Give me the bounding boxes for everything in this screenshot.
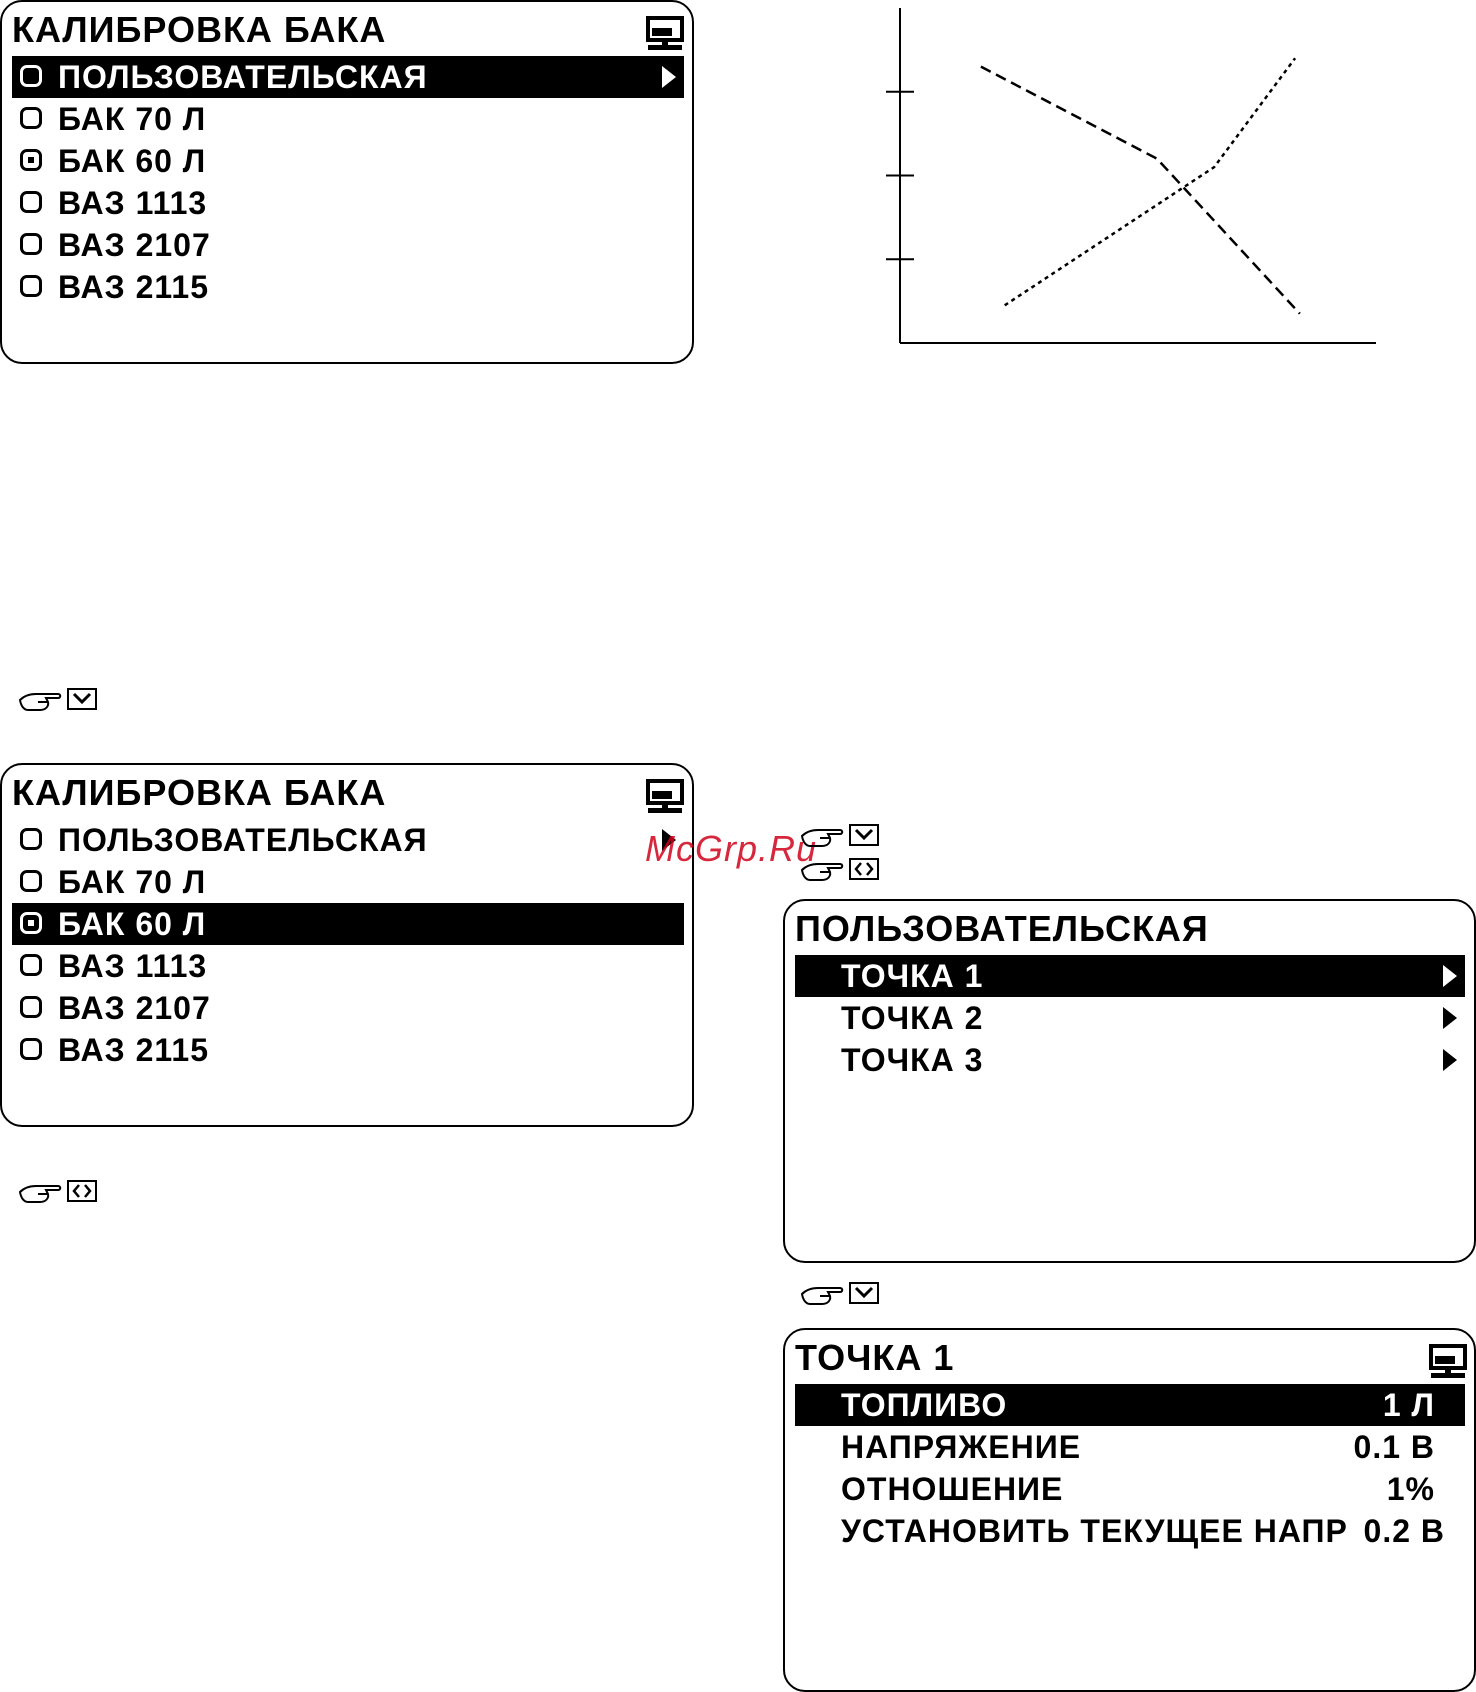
display-icon xyxy=(646,779,684,815)
pointing-hand-icon xyxy=(20,694,60,710)
param-voltage[interactable]: НАПРЯЖЕНИЕ 0.1 В xyxy=(795,1426,1465,1468)
screen-tank-calibration-1 xyxy=(0,0,694,364)
screen-point-1 xyxy=(783,1328,1476,1692)
submenu-arrow-icon xyxy=(1443,1007,1457,1029)
radio-icon[interactable] xyxy=(20,954,42,976)
calibration-chart xyxy=(860,0,1380,360)
menu-item-tank-60[interactable]: БАК 60 Л xyxy=(12,903,684,945)
watermark: McGrp.Ru xyxy=(645,828,818,869)
series-line-dotted xyxy=(1005,58,1295,305)
radio-icon[interactable] xyxy=(20,996,42,1018)
param-value: 1% xyxy=(1386,1471,1435,1507)
menu-item-vaz-2115[interactable]: ВАЗ 2115 xyxy=(12,1029,684,1071)
radio-icon[interactable] xyxy=(20,828,42,850)
radio-icon[interactable] xyxy=(20,870,42,892)
down-button-icon xyxy=(850,825,878,845)
menu-item-vaz-2107[interactable]: ВАЗ 2107 xyxy=(12,224,684,266)
menu-item-point-3[interactable]: ТОЧКА 3 xyxy=(795,1039,1465,1081)
radio-icon[interactable] xyxy=(20,233,42,255)
radio-icon[interactable] xyxy=(20,65,42,87)
menu-item-point-1[interactable]: ТОЧКА 1 xyxy=(795,955,1465,997)
radio-icon[interactable] xyxy=(20,191,42,213)
radio-icon[interactable] xyxy=(20,1038,42,1060)
display-icon xyxy=(1429,1344,1467,1380)
param-fuel[interactable]: ТОПЛИВО 1 Л xyxy=(795,1384,1465,1426)
menu-item-custom[interactable]: ПОЛЬЗОВАТЕЛЬСКАЯ xyxy=(12,819,684,861)
screen-custom-points xyxy=(783,899,1476,1263)
press-down-hint xyxy=(800,822,880,848)
screen-tank-calibration-2 xyxy=(0,763,694,1127)
menu-item-tank-70[interactable]: БАК 70 Л xyxy=(12,98,684,140)
submenu-arrow-icon xyxy=(1443,1049,1457,1071)
menu-item-tank-60[interactable]: БАК 60 Л xyxy=(12,140,684,182)
param-value: 0.2 В xyxy=(1363,1513,1445,1549)
screen-title: ПОЛЬЗОВАТЕЛЬСКАЯ xyxy=(795,908,1209,949)
param-value: 0.1 В xyxy=(1353,1429,1435,1465)
press-leftright-hint xyxy=(800,856,880,882)
menu-item-point-2[interactable]: ТОЧКА 2 xyxy=(795,997,1465,1039)
series-line-dashed xyxy=(981,67,1300,314)
submenu-arrow-icon xyxy=(662,66,676,88)
pointing-hand-icon xyxy=(802,864,842,880)
screen-title: ТОЧКА 1 xyxy=(795,1337,955,1378)
pointing-hand-icon xyxy=(802,1288,842,1304)
menu-item-vaz-2107[interactable]: ВАЗ 2107 xyxy=(12,987,684,1029)
down-button-icon xyxy=(850,1283,878,1303)
screen-title: КАЛИБРОВКА БАКА xyxy=(12,772,387,813)
radio-checked-icon[interactable] xyxy=(20,912,42,934)
radio-icon[interactable] xyxy=(20,275,42,297)
param-ratio[interactable]: ОТНОШЕНИЕ 1% xyxy=(795,1468,1465,1510)
menu-item-custom[interactable]: ПОЛЬЗОВАТЕЛЬСКАЯ xyxy=(12,56,684,98)
param-set-current-voltage[interactable]: УСТАНОВИТЬ ТЕКУЩЕЕ НАПР 0.2 В xyxy=(795,1510,1465,1552)
press-down-hint xyxy=(18,686,98,712)
down-button-icon xyxy=(68,689,96,709)
pointing-hand-icon xyxy=(20,1186,60,1202)
radio-icon[interactable] xyxy=(20,107,42,129)
param-value: 1 Л xyxy=(1382,1387,1435,1423)
menu-item-vaz-1113[interactable]: ВАЗ 1113 xyxy=(12,945,684,987)
screen-title: КАЛИБРОВКА БАКА xyxy=(12,9,387,50)
submenu-arrow-icon xyxy=(1443,965,1457,987)
press-leftright-hint xyxy=(18,1178,98,1204)
display-icon xyxy=(646,16,684,52)
menu-item-vaz-2115[interactable]: ВАЗ 2115 xyxy=(12,266,684,308)
menu-item-tank-70[interactable]: БАК 70 Л xyxy=(12,861,684,903)
press-down-hint xyxy=(800,1280,880,1306)
left-right-button-icon xyxy=(850,859,878,879)
menu-item-vaz-1113[interactable]: ВАЗ 1113 xyxy=(12,182,684,224)
pointing-hand-icon xyxy=(802,830,842,846)
radio-checked-icon[interactable] xyxy=(20,149,42,171)
left-right-button-icon xyxy=(68,1181,96,1201)
